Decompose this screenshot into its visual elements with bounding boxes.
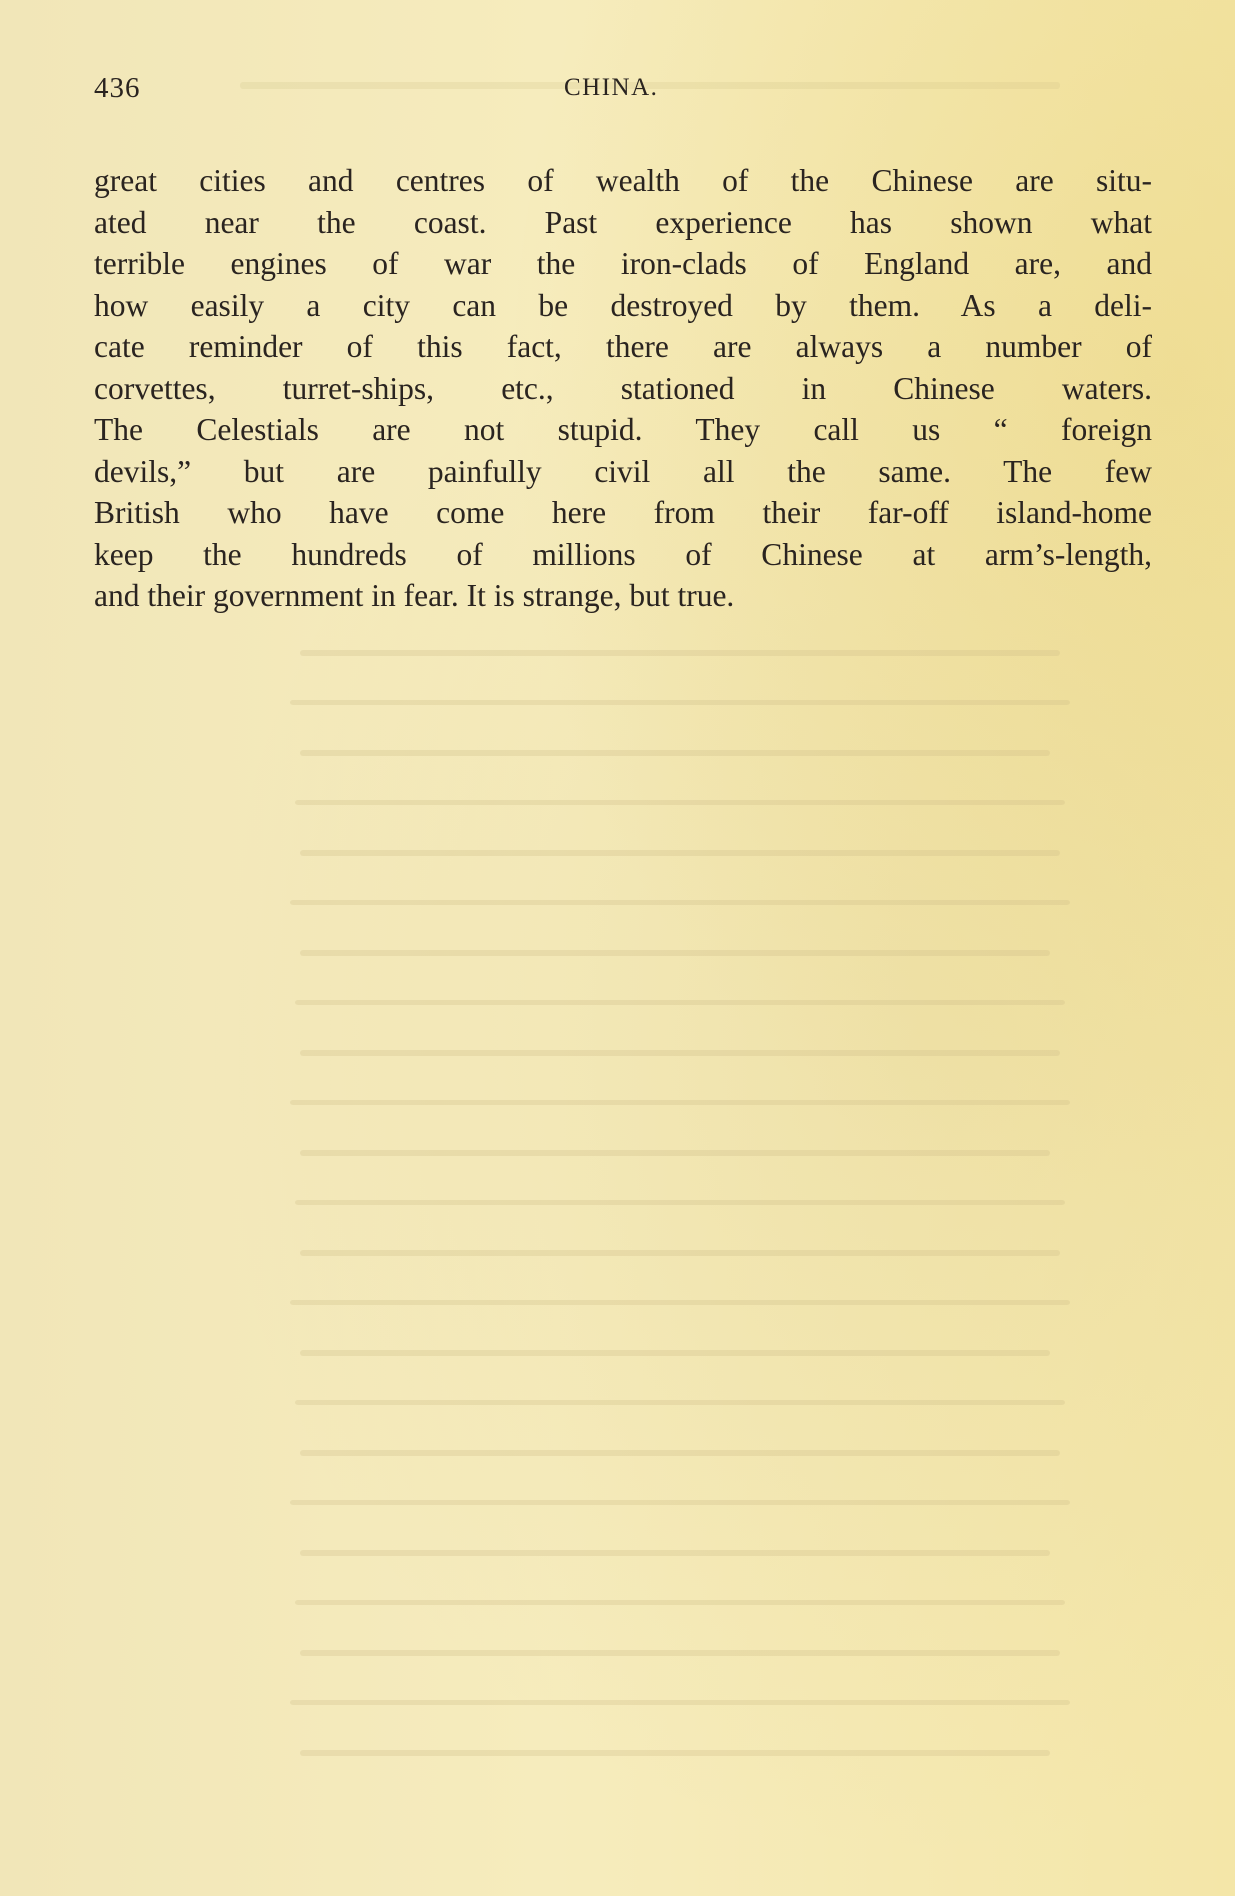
running-head: CHINA.	[564, 74, 659, 101]
text-line: great cities and centres of wealth of the Chinese are situ-	[94, 163, 1152, 198]
text-line: ated near the coast. Past experience has shown what	[94, 204, 1152, 240]
text-line: British who have come here from their far-off island-home	[94, 495, 1152, 530]
text-line: terrible engines of war the iron-clads of England are, and	[94, 246, 1152, 281]
text-line: cate reminder of this fact, there are always a number of	[94, 329, 1152, 364]
text-line: keep the hundreds of millions of Chinese at arm’s-length,	[94, 536, 1152, 572]
text-line: how easily a city can be destroyed by them. As a deli-	[94, 287, 1152, 323]
page-number: 436	[94, 72, 141, 104]
text-line: The Celestials are not stupid. They call us “ foreign	[94, 412, 1152, 447]
page-header	[94, 72, 1164, 112]
text-line: devils,” but are painfully civil all the same. The few	[94, 453, 1152, 489]
text-line: and their government in fear. It is strange, but true.	[94, 578, 735, 613]
body-paragraph	[94, 160, 1152, 617]
text-line: corvettes, turret-ships, etc., stationed in Chinese waters.	[94, 370, 1152, 406]
